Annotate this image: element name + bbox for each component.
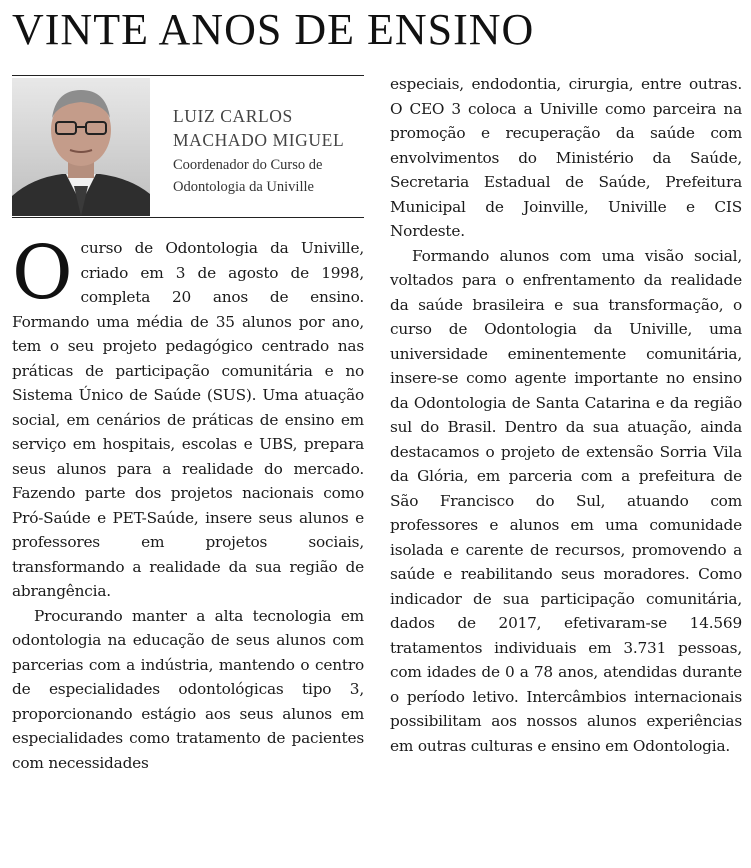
article-paragraph-3: Formando alunos com uma visão social, voltados para o enfrentamento da realidade da saúde brasileira e sua transformação, o curso de Odontologia da Univille, uma universidade eminentemente comunitária, insere-se como agente importante no ensino da Odontologia de Santa Catarina e da região sul do Brasil. Dentro da sua atuação, ainda destacamos o projeto de extensão Sorria Vila da Glória, em parceria com a prefeitura de São Francisco do Sul, atuando com professores e alunos em uma comunidade isolada e carente de recursos, promovendo a saúde e reabilitando seus moradores. Como indicador de sua participação comunitária, dados de 2017, efetivaram-se 14.569 tratamentos individuais em 3.731 pessoas, com idades de 0 a 78 anos, atendidas durante o período letivo. Intercâmbios internacionais possibilitam aos nossos alunos experiências em outras culturas e ensino em Odontologia. <box>390 246 742 755</box>
author-photo <box>12 78 150 216</box>
author-role <box>173 154 368 198</box>
author-role-line2: Odontologia da Univille <box>173 179 314 195</box>
paragraph-1-text: curso de Odontologia da Univille, criado em 3 de agosto de 1998, completa 20 anos de ensino. Formando uma média de 35 alunos por ano, tem o seu projeto pedagógico centrado nas práticas de participação comunitária e no Sistema Único de Saúde (SUS). Uma atuação social, em cenários de práticas de ensino em serviço em hospitais, escolas e UBS, prepara seus alunos para a realidade do mercado. Fazendo parte dos projetos nacionais como Pró-Saúde e PET-Saúde, insere seus alunos e professores em projetos sociais, transformando a realidade da sua região de abrangência. <box>12 239 364 600</box>
top-rule <box>12 75 364 76</box>
article-paragraph-2-continued: especiais, endodontia, cirurgia, entre outras. O CEO 3 coloca a Univille como parceira na promoção e recuperação da saúde com envolvimentos do Ministério da Saúde, Secretaria Estadual de Saúde, Prefeitura Municipal de Joinville, Univille e CIS Nordeste. <box>390 75 742 240</box>
article-paragraph-2: Procurando manter a alta tecnologia em odontologia na educação de seus alunos com parcerias com a indústria, mantendo o centro de especialidades odontológicas tipo 3, proporcionando estágio aos seus alunos em especialidades como tratamento de pacientes com necessidades <box>12 606 364 772</box>
author-name-line1: LUIZ CARLOS <box>173 106 293 126</box>
article-column-left <box>12 230 364 775</box>
author-portrait-image <box>12 78 150 216</box>
bottom-rule <box>12 217 364 218</box>
article-paragraph-1 <box>12 230 364 604</box>
article-column-right <box>390 72 742 758</box>
author-name-line2: MACHADO MIGUEL <box>173 130 345 150</box>
author-byline <box>173 104 368 198</box>
drop-cap: O <box>12 230 73 316</box>
author-role-line1: Coordenador do Curso de <box>173 157 323 173</box>
author-name <box>173 104 368 152</box>
headline: VINTE ANOS DE ENSINO <box>12 5 535 54</box>
